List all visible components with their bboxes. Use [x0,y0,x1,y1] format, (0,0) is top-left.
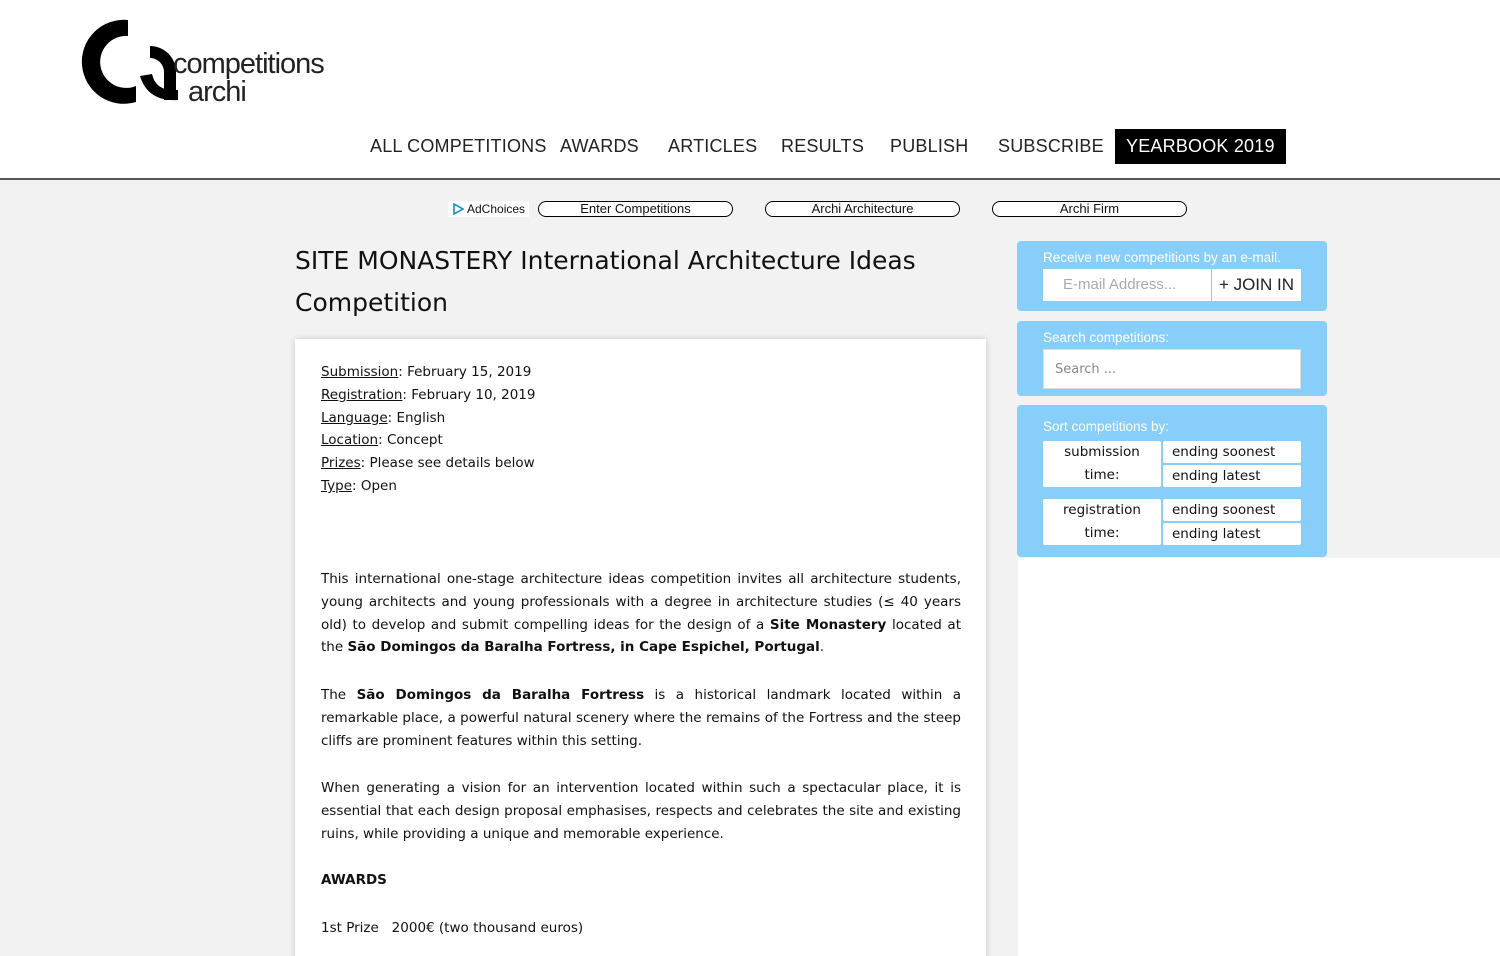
text-bold: São Domingos da Baralha Fortress, in Cape Espichel, Portugal [347,639,820,656]
sort-registration-label [1043,499,1161,545]
meta-key: Type [321,477,353,494]
meta-key: Registration [321,386,403,403]
adchoices-icon [452,203,464,215]
meta-value: : Please see details below [360,455,535,472]
text-span: This international one-stage architecture ideas competition invites all architecture students, young architects and young professionals with a degree in architecture studies (≤ 40 years old) to develop and submit compelling ideas for the design of a [321,571,961,633]
meta-prizes [321,452,536,475]
sort-label-line: time: [1084,525,1120,541]
sort-registration-ending-soonest[interactable]: ending soonest [1163,499,1301,521]
competition-card [295,339,986,956]
search-input[interactable]: Search ... [1043,349,1301,389]
competition-meta [321,361,536,498]
adchoices-label: AdChoices [467,202,526,216]
sort-submission-label [1043,441,1161,487]
sort-label-line: submission [1064,444,1140,460]
description-paragraph-3: When generating a vision for an intervention located within such a spectacular place, it is essential that each design proposal emphasises, respects and celebrates the site and existing ruins, while providing a unique and memorable experience. [321,780,961,842]
meta-value: : February 15, 2019 [398,364,532,380]
sort-label-line: registration [1063,502,1141,518]
first-prize: 1st Prize 2000€ (two thousand euros) [321,920,584,936]
text-bold: Site Monastery [769,616,887,633]
sort-panel [1017,405,1327,557]
site-header [0,0,1500,180]
logo-text-archi: archi [188,76,246,108]
newsletter-panel [1017,241,1327,311]
nav-all-competitions[interactable]: ALL COMPETITIONS [370,136,547,156]
email-input[interactable]: E-mail Address... [1043,269,1211,301]
nav-yearbook-2019[interactable]: YEARBOOK 2019 [1115,129,1286,164]
ad-button-archi-architecture[interactable]: Archi Architecture [765,201,960,217]
description-paragraph-2 [321,684,961,752]
sort-submission-ending-latest[interactable]: ending latest [1163,465,1301,487]
meta-value: : Concept [378,432,443,449]
meta-key: Location [321,432,379,449]
meta-key: Prizes [321,455,361,472]
meta-value: : English [387,409,446,426]
search-label: Search competitions: [1043,330,1170,345]
page-title: SITE MONASTERY International Architecture Ideas Competition [295,246,916,317]
join-in-button[interactable]: + JOIN IN [1212,269,1301,301]
meta-value: : Open [352,477,397,494]
search-panel [1017,321,1327,396]
text-span: located at the [321,616,961,656]
meta-value: : February 10, 2019 [402,386,536,403]
nav-results[interactable]: RESULTS [781,136,865,156]
main-nav [0,129,1500,165]
meta-submission [321,361,536,384]
meta-type [321,475,536,498]
nav-subscribe[interactable]: SUBSCRIBE [998,136,1104,156]
sort-label-line: time: [1084,467,1120,483]
meta-location [321,429,536,452]
text-span: . [819,639,825,656]
text-span: The [321,687,357,703]
ad-button-enter-competitions[interactable]: Enter Competitions [538,201,733,217]
text-bold: São Domingos da Baralha Fortress [356,687,645,703]
sidebar-background [1018,558,1500,956]
adchoices-badge[interactable] [448,201,529,217]
meta-key: Submission [321,364,399,380]
meta-language [321,407,536,430]
nav-awards[interactable]: AWARDS [560,136,639,156]
meta-key: Language [321,409,388,426]
nav-publish[interactable]: PUBLISH [890,136,969,156]
description-paragraph-1 [321,568,961,659]
awards-heading: AWARDS [321,872,387,888]
sort-submission-ending-soonest[interactable]: ending soonest [1163,441,1301,463]
sort-label: Sort competitions by: [1043,419,1170,434]
text-span: is a historical landmark located within a remarkable place, a powerful natural scenery where the remains of the Fortress and the steep cliffs are prominent features within this setting. [321,687,961,749]
site-logo[interactable] [78,16,328,108]
meta-registration [321,384,536,407]
logo-text-competitions: competitions [173,48,324,80]
sort-registration-ending-latest[interactable]: ending latest [1163,523,1301,545]
newsletter-label: Receive new competitions by an e-mail. [1043,250,1281,265]
nav-articles[interactable]: ARTICLES [668,136,758,156]
ad-button-archi-firm[interactable]: Archi Firm [992,201,1187,217]
